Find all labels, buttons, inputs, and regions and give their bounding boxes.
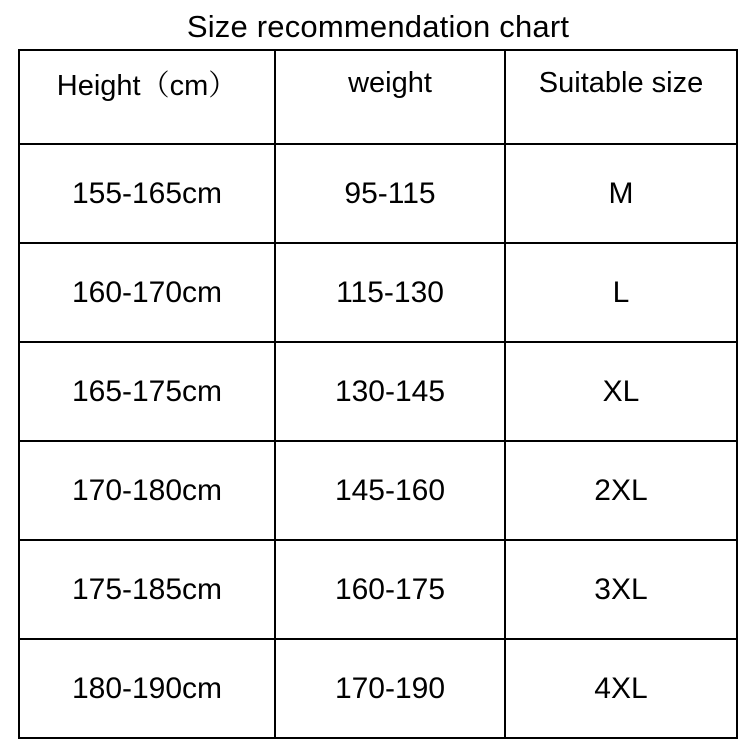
table-row: [19, 540, 737, 639]
table-header-row: [19, 50, 737, 144]
cell-height: 180-190cm: [19, 639, 275, 738]
column-header-height: [19, 50, 275, 144]
size-recommendation-table: [18, 49, 738, 739]
cell-size: 2XL: [505, 441, 737, 540]
column-header-weight: [275, 50, 505, 144]
table-row: [19, 441, 737, 540]
column-header-suitable-size: [505, 50, 737, 144]
cell-height: 170-180cm: [19, 441, 275, 540]
cell-weight: 115-130: [275, 243, 505, 342]
table-row: [19, 144, 737, 243]
cell-height: 155-165cm: [19, 144, 275, 243]
cell-height: 160-170cm: [19, 243, 275, 342]
size-table-container: [18, 49, 736, 739]
table-header: [19, 50, 737, 144]
cell-height: 165-175cm: [19, 342, 275, 441]
cell-size: XL: [505, 342, 737, 441]
column-header-weight-label: weight: [348, 66, 432, 99]
cell-weight: 170-190: [275, 639, 505, 738]
cell-weight: 145-160: [275, 441, 505, 540]
table-body: [19, 144, 737, 738]
cell-size: L: [505, 243, 737, 342]
table-row: [19, 639, 737, 738]
table-row: [19, 342, 737, 441]
column-header-suitable-size-label: Suitable size: [538, 66, 704, 99]
cell-weight: 130-145: [275, 342, 505, 441]
cell-weight: 95-115: [275, 144, 505, 243]
table-row: [19, 243, 737, 342]
page-title: Size recommendation chart: [186, 9, 570, 44]
cell-height: 175-185cm: [19, 540, 275, 639]
cell-size: 3XL: [505, 540, 737, 639]
column-header-height-label: Height（cm）: [56, 69, 238, 102]
cell-weight: 160-175: [275, 540, 505, 639]
cell-size: M: [505, 144, 737, 243]
cell-size: 4XL: [505, 639, 737, 738]
